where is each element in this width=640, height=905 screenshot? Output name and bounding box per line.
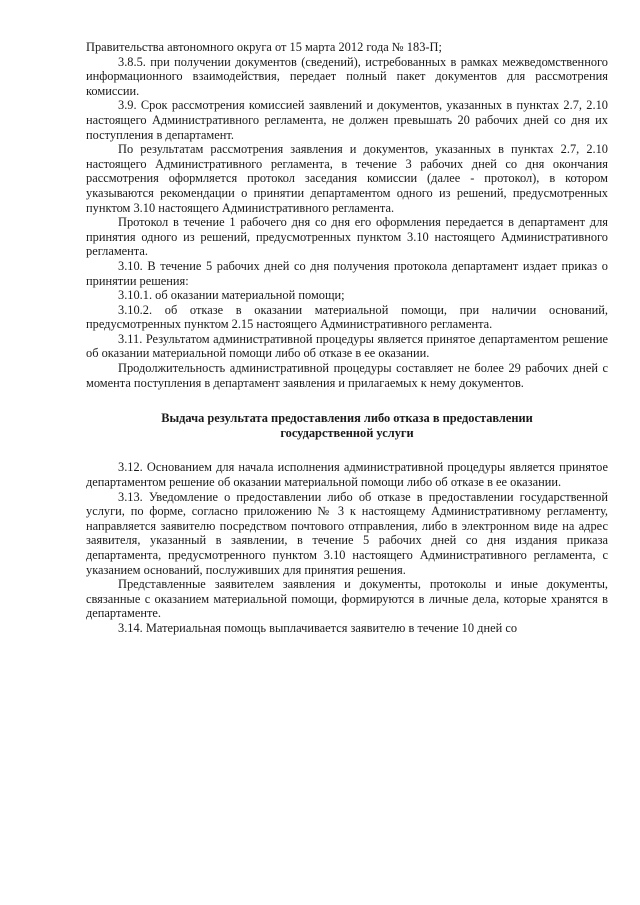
paragraph: По результатам рассмотрения заявления и документов, указанных в пунктах 2.7, 2.10 настоящего Административного регламента, в течение 3 рабочих дней со дня окончания рассмотрения оформляется протокол заседания комиссии (далее - протокол), в котором указываются рекомендации о принятии департаментом одного из решений, предусмотренных пунктом 3.10 настоящего Административного регламента. <box>86 142 608 215</box>
paragraph: 3.13. Уведомление о предоставлении либо об отказе в предоставлении государственной услуги, по форме, согласно приложению № 3 к настоящему Административному регламенту, направляется заявителю посредством почтового отправления, либо в электронном виде на адрес заявителя, указанный в заявлении, в течение 5 рабочих дней со дня издания приказа департамента, предусмотренного пунктом 3.10 настоящего Административного регламента, с указанием оснований, послуживших для принятия решения. <box>86 489 608 577</box>
paragraph: 3.12. Основанием для начала исполнения административной процедуры является принятое департаментом решение об оказании материальной помощи либо об отказе в ее оказании. <box>86 460 608 490</box>
section-heading: Выдача результата предоставления либо отказа в предоставлении государственной услуги <box>161 411 533 440</box>
paragraph: 3.10.1. об оказании материальной помощи; <box>118 288 345 303</box>
paragraph: 3.9. Срок рассмотрения комиссией заявлений и документов, указанных в пунктах 2.7, 2.10 настоящего Административного регламента, не должен превышать 20 рабочих дней со дня их поступления в департамент. <box>86 98 608 142</box>
paragraph: Правительства автономного округа от 15 марта 2012 года № 183-П; <box>86 40 442 54</box>
bottom-paragraphs <box>86 460 608 635</box>
document-page <box>86 40 608 636</box>
paragraph: 3.10.2. об отказе в оказании материальной помощи, при наличии оснований, предусмотренных пунктом 2.15 настоящего Административного регламента. <box>86 302 608 332</box>
paragraph: 3.14. Материальная помощь выплачивается заявителю в течение 10 дней со <box>118 620 518 635</box>
paragraph: Продолжительность административной процедуры составляет не более 29 рабочих дней с момента поступления в департамент заявления и прилагаемых к нему документов. <box>86 361 608 390</box>
paragraph: 3.10. В течение 5 рабочих дней со дня получения протокола департамент издает приказ о принятии решения: <box>86 258 608 288</box>
paragraph: Представленные заявителем заявления и документы, протоколы и иные документы, связанные с оказанием материальной помощи, формируются в личные дела, которые хранятся в департаменте. <box>86 577 608 621</box>
top-paragraphs <box>86 40 608 390</box>
paragraph: Протокол в течение 1 рабочего дня со дня его оформления передается в департамент для принятия одного из решений, предусмотренных пунктом 3.10 настоящего Административного регламента. <box>86 215 608 259</box>
paragraph: 3.8.5. при получении документов (сведений), истребованных в рамках межведомственного информационного взаимодействия, передает полный пакет документов для рассмотрения комиссии. <box>86 54 608 98</box>
paragraph: 3.11. Результатом административной процедуры является принятое департаментом решение об оказании материальной помощи либо об отказе в ее оказании. <box>86 331 608 361</box>
